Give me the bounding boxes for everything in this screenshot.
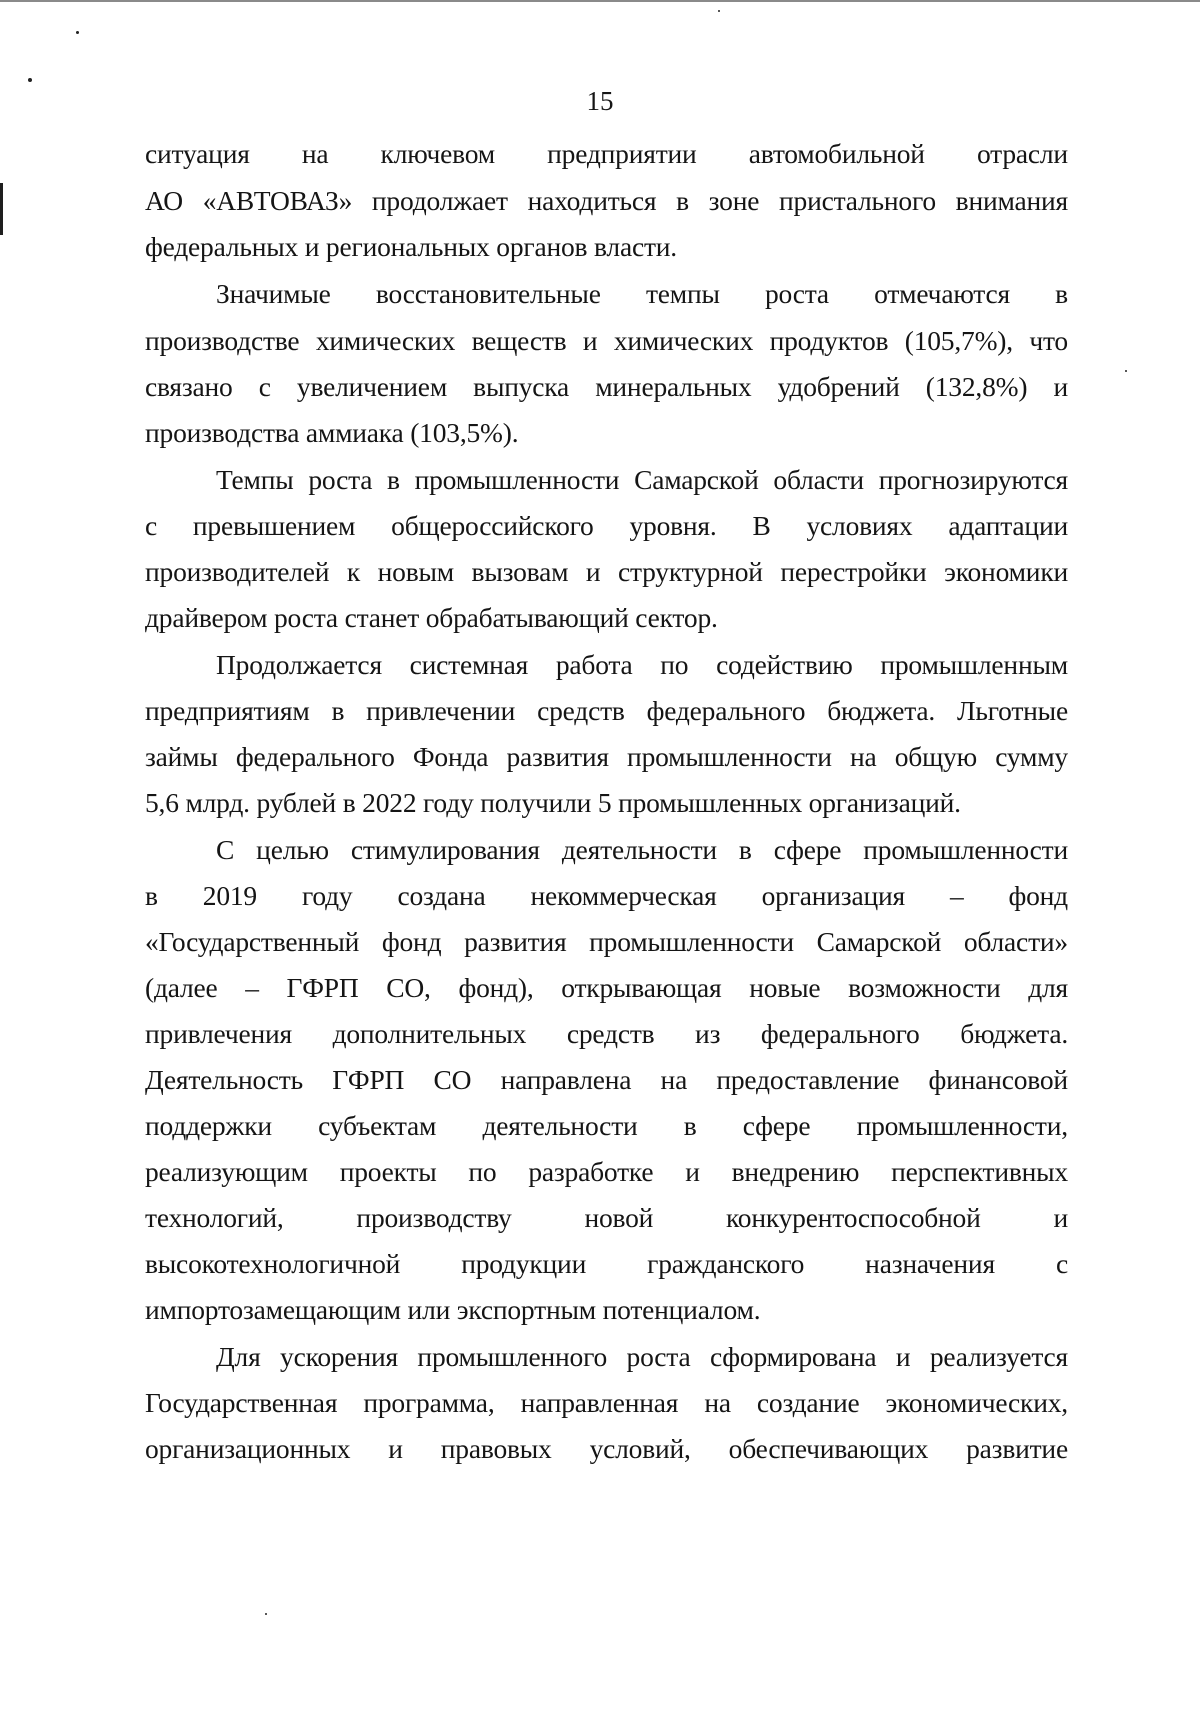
word: химических (315, 325, 456, 356)
word: правовых (440, 1433, 552, 1464)
word: на (301, 138, 329, 169)
word: (105,7%), (904, 325, 1013, 356)
word: производстве (145, 325, 300, 356)
word: удобрений (777, 371, 900, 402)
word: что (1029, 325, 1068, 356)
word: реализуется (929, 1341, 1068, 1372)
word: Государственная (145, 1387, 338, 1418)
word: адаптации (948, 510, 1068, 541)
word: прогнозируются (878, 464, 1068, 495)
word: перспективных (891, 1156, 1068, 1187)
word: условий, (589, 1433, 691, 1464)
word: темпы (645, 278, 720, 309)
word: промышленности, (856, 1110, 1068, 1141)
word: субъектам (318, 1110, 437, 1141)
word: и (582, 325, 598, 356)
word: (далее (145, 972, 218, 1003)
word: «Государственный (145, 926, 360, 957)
word: сформирована (709, 1341, 877, 1372)
word: роста (308, 464, 373, 495)
text-line (145, 1198, 1068, 1238)
text-line (145, 321, 1068, 361)
text-line (145, 506, 1068, 546)
word: АО (145, 185, 183, 216)
word: экономических, (885, 1387, 1068, 1418)
text-line (145, 1152, 1068, 1192)
word: СО, (386, 972, 431, 1003)
word: открывающая (561, 972, 722, 1003)
word: средств (537, 695, 625, 726)
word: производству (356, 1202, 512, 1233)
word: федерального (646, 695, 806, 726)
word: программа, (363, 1387, 495, 1418)
word: отрасли (977, 138, 1068, 169)
word: высокотехнологичной (145, 1248, 401, 1279)
word: «АВТОВАЗ» (202, 185, 353, 216)
text-line (216, 274, 1068, 314)
word: некоммерческая (530, 880, 717, 911)
word: в (145, 880, 158, 911)
word: разработке (528, 1156, 654, 1187)
word: предприятии (547, 138, 697, 169)
word: Значимые (216, 278, 331, 309)
word: направленная (520, 1387, 679, 1418)
text-line (145, 1060, 1068, 1100)
word: направлена (500, 1064, 632, 1095)
text-line: производства аммиака (103,5%). (145, 417, 519, 448)
word: роста (626, 1341, 691, 1372)
word: и (388, 1433, 403, 1464)
word: сфере (742, 1110, 811, 1141)
word: с (1055, 1248, 1068, 1279)
word: системная (409, 649, 529, 680)
word: назначения (865, 1248, 995, 1279)
scan-speck (28, 78, 32, 82)
word: по (468, 1156, 497, 1187)
scan-top-edge (0, 0, 1200, 2)
text-line (145, 367, 1068, 407)
word: Фонда (412, 741, 489, 772)
word: выпуска (473, 371, 570, 402)
word: содействию (716, 649, 853, 680)
word: работа (555, 649, 633, 680)
text-line: импортозамещающим или экспортным потенциалом. (145, 1294, 761, 1325)
word: минеральных (595, 371, 752, 402)
word: уровня. (629, 510, 717, 541)
word: технологий, (145, 1202, 284, 1233)
word: зоне (708, 185, 760, 216)
word: в (683, 1110, 697, 1141)
word: В (752, 510, 771, 541)
word: находиться (527, 185, 657, 216)
word: поддержки (145, 1110, 272, 1141)
word: веществ (471, 325, 567, 356)
word: и (1053, 1202, 1068, 1233)
word: 2019 (202, 880, 257, 911)
word: промышленности (627, 741, 832, 772)
text-line (145, 1244, 1068, 1284)
word: предприятиям (145, 695, 310, 726)
word: гражданского (647, 1248, 805, 1279)
text-line (145, 134, 1068, 174)
word: роста (764, 278, 829, 309)
word: (132,8%) (925, 371, 1028, 402)
word: продолжает (371, 185, 508, 216)
word: финансовой (928, 1064, 1068, 1095)
scan-speck (1125, 370, 1127, 372)
word: С (216, 834, 235, 865)
text-line (145, 876, 1068, 916)
word: общую (894, 741, 977, 772)
text-line (145, 1014, 1068, 1054)
word: превышением (192, 510, 356, 541)
word: развития (506, 741, 609, 772)
text-line (145, 552, 1068, 592)
word: дополнительных (332, 1018, 527, 1049)
word: году (301, 880, 353, 911)
word: СО (433, 1064, 472, 1095)
word: организационных (145, 1433, 351, 1464)
word: промышленного (417, 1341, 608, 1372)
word: новой (584, 1202, 654, 1233)
word: Самарской (634, 464, 759, 495)
word: промышленности (589, 926, 794, 957)
word: структурной (617, 556, 763, 587)
word: стимулирования (350, 834, 540, 865)
word: и (895, 1341, 911, 1372)
word: – (949, 880, 964, 911)
scan-margin-mark (0, 183, 3, 235)
word: Льготные (956, 695, 1068, 726)
word: Для (216, 1341, 261, 1372)
word: промышленным (880, 649, 1068, 680)
word: федерального (235, 741, 395, 772)
word: увеличением (296, 371, 448, 402)
word: федерального (760, 1018, 920, 1049)
word: внедрению (731, 1156, 860, 1187)
word: сфере (773, 834, 842, 865)
word: промышленности (863, 834, 1068, 865)
word: новые (749, 972, 821, 1003)
word: и (585, 556, 601, 587)
text-line (216, 1337, 1068, 1377)
word: на (704, 1387, 731, 1418)
word: целью (256, 834, 329, 865)
word: отмечаются (874, 278, 1010, 309)
scan-speck (718, 10, 720, 12)
word: Темпы (216, 464, 294, 495)
word: пристального (779, 185, 936, 216)
text-line (145, 1106, 1068, 1146)
word: конкурентоспособной (726, 1202, 981, 1233)
word: условиях (806, 510, 913, 541)
text-line (145, 691, 1068, 731)
text-line (145, 968, 1068, 1008)
word: химических (613, 325, 754, 356)
word: ГФРП (286, 972, 359, 1003)
text-line (216, 830, 1068, 870)
word: промышленности (414, 464, 620, 495)
word: привлечении (366, 695, 516, 726)
word: в (331, 695, 345, 726)
word: фонд (381, 926, 442, 957)
word: фонд), (458, 972, 534, 1003)
scan-speck (265, 1613, 267, 1615)
word: общероссийского (391, 510, 594, 541)
text-line (216, 645, 1068, 685)
word: новым (377, 556, 454, 587)
scan-speck (76, 31, 79, 34)
word: экономики (944, 556, 1068, 587)
word: бюджета. (827, 695, 936, 726)
word: автомобильной (748, 138, 925, 169)
word: фонд (1008, 880, 1068, 911)
word: области» (963, 926, 1068, 957)
text-line (145, 181, 1068, 221)
word: в (676, 185, 689, 216)
word: продукции (461, 1248, 587, 1279)
word: для (1028, 972, 1068, 1003)
word: вызовам (471, 556, 569, 587)
word: в (387, 464, 400, 495)
word: области (773, 464, 864, 495)
text-line (216, 460, 1068, 500)
word: деятельности (561, 834, 717, 865)
word: привлечения (145, 1018, 292, 1049)
word: Продолжается (216, 649, 382, 680)
page-number: 15 (586, 86, 614, 116)
word: займы (145, 741, 218, 772)
text-line: федеральных и региональных органов власти. (145, 231, 677, 262)
word: и (1053, 371, 1068, 402)
word: деятельности (482, 1110, 638, 1141)
word: создание (756, 1387, 860, 1418)
word: развитие (966, 1433, 1068, 1464)
word: на (660, 1064, 688, 1095)
word: проекты (339, 1156, 437, 1187)
word: средств (566, 1018, 655, 1049)
word: сумму (995, 741, 1068, 772)
word: обеспечивающих (728, 1433, 929, 1464)
word: по (660, 649, 689, 680)
word: связано (145, 371, 233, 402)
word: к (346, 556, 361, 587)
text-line (145, 1429, 1068, 1469)
word: в (1055, 278, 1068, 309)
word: бюджета. (960, 1018, 1068, 1049)
word: перестройки (780, 556, 927, 587)
word: из (695, 1018, 721, 1049)
word: реализующим (145, 1156, 308, 1187)
word: Самарской (816, 926, 942, 957)
text-line: 5,6 млрд. рублей в 2022 году получили 5 промышленных организаций. (145, 787, 961, 818)
text-line: драйвером роста станет обрабатывающий сектор. (145, 602, 718, 633)
word: развития (464, 926, 567, 957)
word: ГФРП (332, 1064, 405, 1095)
word: восстановительные (375, 278, 601, 309)
word: с (145, 510, 158, 541)
word: – (245, 972, 259, 1003)
word: внимания (955, 185, 1068, 216)
word: Деятельность (145, 1064, 303, 1095)
word: производителей (145, 556, 330, 587)
text-line (145, 922, 1068, 962)
text-line (145, 737, 1068, 777)
word: в (738, 834, 752, 865)
word: организация (761, 880, 905, 911)
word: на (849, 741, 877, 772)
word: ускорения (280, 1341, 398, 1372)
word: возможности (848, 972, 1001, 1003)
word: создана (397, 880, 486, 911)
text-line (145, 1383, 1068, 1423)
word: ситуация (145, 138, 250, 169)
word: и (685, 1156, 700, 1187)
word: с (258, 371, 271, 402)
word: продуктов (769, 325, 889, 356)
word: предоставление (716, 1064, 900, 1095)
word: ключевом (380, 138, 495, 169)
